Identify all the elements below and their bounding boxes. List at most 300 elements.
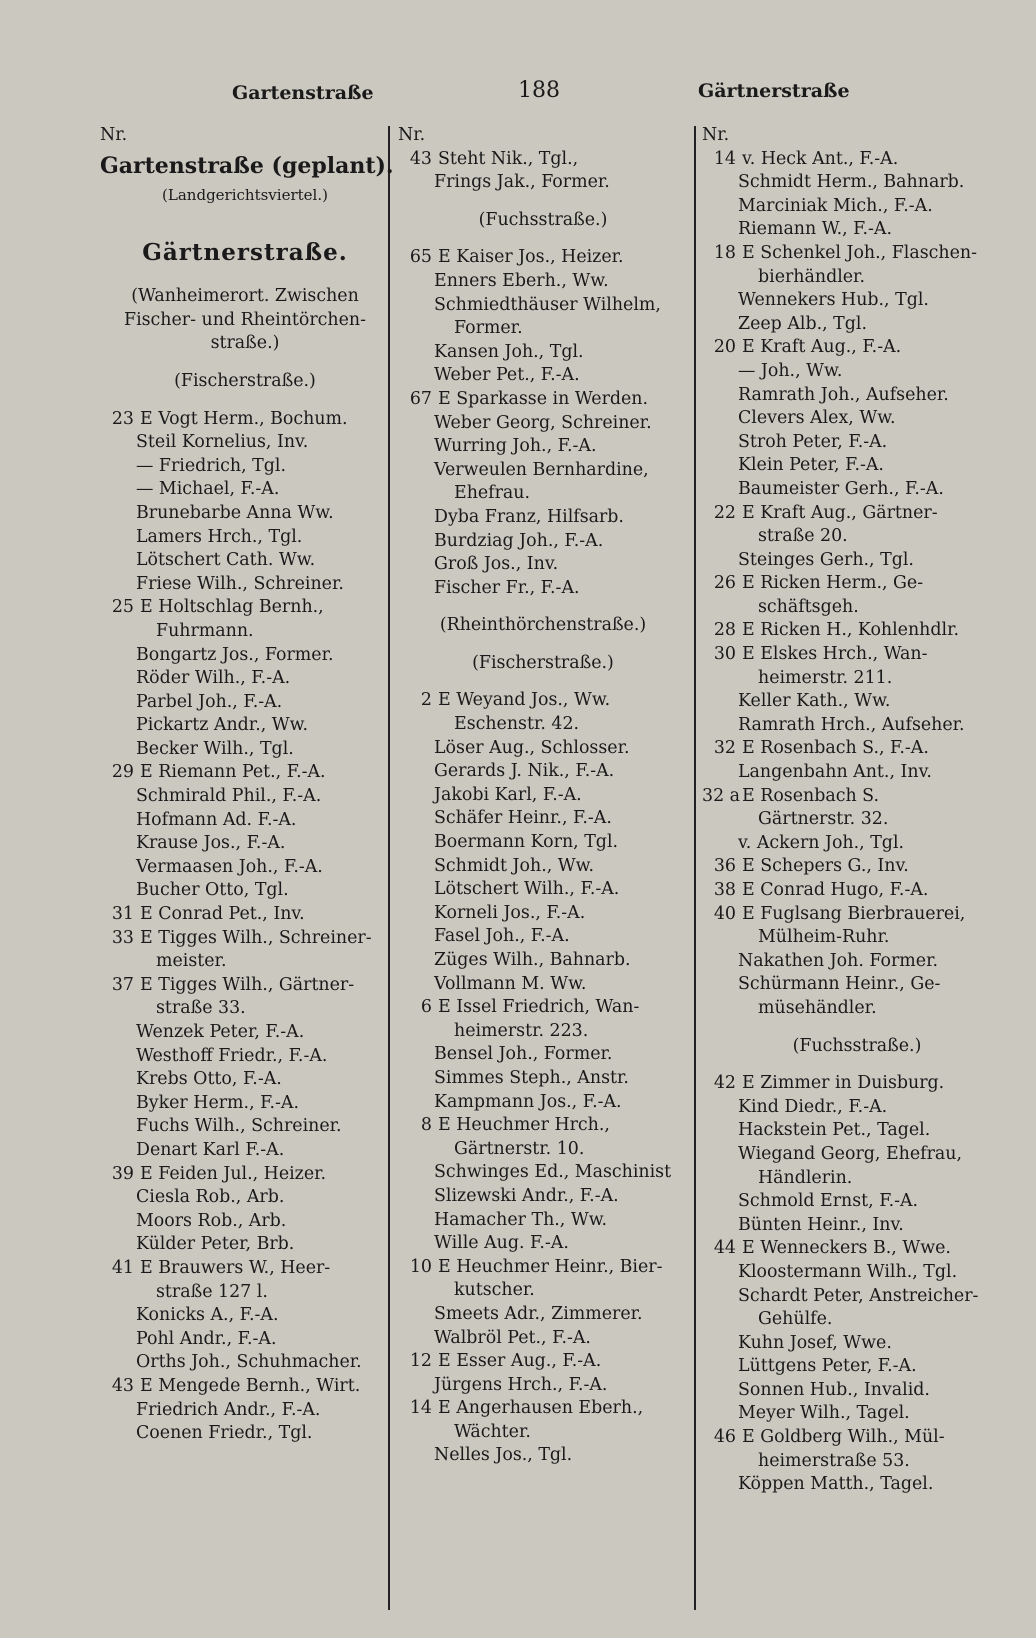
resident-entry [398, 1421, 688, 1445]
entry-text: E Goldberg Wilh., Mül- [742, 1427, 945, 1448]
resident-entry [398, 1279, 688, 1303]
entry-text: Walbröl Pet., F.-A. [434, 1327, 591, 1348]
resident-entry [100, 455, 390, 479]
entry-text: E Rosenbach S., F.-A. [742, 738, 929, 759]
entry-text: Former. [454, 318, 523, 339]
house-entry [702, 903, 1012, 927]
entry-text: Langenbahn Ant., Inv. [738, 762, 932, 783]
resident-entry [702, 124, 1012, 148]
entry-text: bierhändler. [758, 266, 865, 287]
house-number: 23 [111, 408, 134, 429]
entry-text: Köppen Matth., Tagel. [738, 1474, 934, 1495]
resident-entry [398, 1209, 688, 1233]
house-entry [100, 974, 390, 998]
resident-entry [100, 1045, 390, 1069]
house-number: 12 [409, 1351, 432, 1372]
resident-entry [100, 549, 390, 573]
entry-text: Konicks A., F.-A. [136, 1305, 279, 1326]
section-heading [100, 235, 390, 271]
resident-entry [702, 926, 1012, 950]
entry-text: Slizewski Andr., F.-A. [434, 1185, 619, 1206]
entry-text: Wille Aug. F.-A. [434, 1233, 569, 1254]
entry-text: Byker Herm., F.-A. [136, 1092, 299, 1113]
resident-entry [398, 1303, 688, 1327]
entry-text: Schmold Ernst, F.-A. [738, 1191, 919, 1212]
resident-entry [702, 667, 1012, 691]
entry-text: Kampmann Jos., F.-A. [434, 1091, 622, 1112]
entry-text: Löser Aug., Schlosser. [434, 737, 630, 758]
column-rule-right [694, 126, 696, 1610]
entry-text: Gärtnerstraße. [142, 239, 348, 267]
resident-entry [702, 997, 1012, 1021]
entry-text: Lötschert Cath. Ww. [136, 550, 316, 571]
resident-entry [398, 949, 688, 973]
entry-text: (Wanheimerort. Zwischen [131, 286, 359, 307]
resident-entry [702, 289, 1012, 313]
resident-entry [398, 553, 688, 577]
house-entry [702, 502, 1012, 526]
entry-text: Parbel Joh., F.-A. [136, 691, 283, 712]
entry-text: — Joh., Ww. [738, 360, 843, 381]
entry-text: E Zimmer in Duisburg. [742, 1073, 945, 1094]
resident-entry [100, 526, 390, 550]
column-left [100, 124, 394, 1446]
entry-text: (Fuchsstraße.) [792, 1035, 922, 1056]
entry-text: Coenen Friedr., Tgl. [136, 1423, 313, 1444]
entry-text: Kuhn Josef, Wwe. [738, 1332, 892, 1353]
house-entry [100, 927, 390, 951]
spacer [100, 394, 390, 408]
resident-entry [398, 1327, 688, 1351]
resident-entry [398, 577, 688, 601]
entry-text: Röder Wilh., F.-A. [136, 668, 291, 689]
entry-text: Wurring Joh., F.-A. [434, 436, 597, 457]
resident-entry [702, 525, 1012, 549]
resident-entry [398, 317, 688, 341]
house-number: 39 [111, 1163, 134, 1184]
section-heading [100, 285, 390, 309]
entry-text: Pohl Andr., F.-A. [136, 1328, 277, 1349]
entry-text: Becker Wilh., Tgl. [136, 738, 294, 759]
spacer [100, 207, 390, 235]
resident-entry [100, 879, 390, 903]
house-number: 36 [713, 856, 736, 877]
resident-entry [398, 831, 688, 855]
entry-text: meister. [156, 951, 227, 972]
resident-entry [100, 1304, 390, 1328]
house-number: 38 [713, 880, 736, 900]
resident-entry [398, 737, 688, 761]
entry-text: Weber Pet., F.-A. [434, 365, 580, 386]
resident-entry [702, 690, 1012, 714]
column-middle [398, 124, 688, 1468]
house-number: 40 [713, 903, 736, 924]
resident-entry [100, 1139, 390, 1163]
entry-text: Händlerin. [758, 1167, 853, 1188]
entry-text: straße 33. [156, 998, 246, 1019]
section-heading [398, 209, 688, 233]
resident-entry [702, 454, 1012, 478]
house-number: 8 [420, 1115, 432, 1136]
resident-entry [702, 1143, 1012, 1167]
entry-text: Nr. [100, 125, 128, 145]
resident-entry [100, 1233, 390, 1257]
entry-text: Klein Peter, F.-A. [738, 455, 884, 476]
house-entry [100, 903, 390, 927]
entry-text: Lamers Hrch., Tgl. [136, 526, 303, 547]
resident-entry [398, 459, 688, 483]
resident-entry [702, 1379, 1012, 1403]
entry-text: Lüttgens Peter, F.-A. [738, 1356, 917, 1377]
house-entry [702, 619, 1012, 643]
house-number: 26 [713, 573, 736, 594]
entry-text: Gerards J. Nik., F.-A. [434, 761, 615, 782]
entry-text: Bongartz Jos., Former. [136, 644, 334, 665]
resident-entry [100, 714, 390, 738]
house-number: 22 [713, 502, 736, 523]
entry-text: Nakathen Joh. Former. [738, 950, 939, 971]
entry-text: Kloostermann Wilh., Tgl. [738, 1261, 958, 1282]
house-entry [100, 1375, 390, 1399]
entry-text: (Fuchsstraße.) [478, 209, 608, 230]
entry-text: E Kaiser Jos., Heizer. [438, 247, 624, 268]
entry-text: Denart Karl F.-A. [136, 1139, 285, 1160]
entry-text: (Fischerstraße.) [174, 370, 316, 391]
house-entry [702, 1426, 1012, 1450]
entry-text: E Schepers G., Inv. [742, 856, 909, 877]
resident-entry [398, 1185, 688, 1209]
entry-text: heimerstr. 211. [758, 667, 893, 688]
resident-entry [100, 478, 390, 502]
entry-text: Wenzek Peter, F.-A. [136, 1022, 305, 1042]
spacer [100, 271, 390, 285]
entry-text: Fischer Fr., F.-A. [434, 577, 580, 598]
resident-entry [100, 1422, 390, 1446]
house-number: 20 [713, 337, 736, 358]
entry-text: Ramrath Hrch., Aufseher. [738, 714, 965, 735]
resident-entry [702, 596, 1012, 620]
resident-entry [702, 478, 1012, 502]
resident-entry [100, 1068, 390, 1092]
entry-text: Fischer- und Rheintörchen- [124, 309, 366, 330]
spacer [398, 638, 688, 652]
resident-entry [702, 832, 1012, 856]
entry-text: E Holtschlag Bernh., [140, 597, 324, 618]
entry-text: Ciesla Rob., Arb. [136, 1187, 285, 1208]
house-number: 46 [713, 1427, 736, 1448]
resident-entry [398, 1043, 688, 1067]
entry-text: Orths Joh., Schuhmacher. [136, 1352, 362, 1373]
entry-text: Schwinges Ed., Maschinist [434, 1162, 672, 1183]
section-heading [398, 652, 688, 676]
resident-entry [100, 1115, 390, 1139]
entry-text: Gehülfe. [758, 1309, 833, 1330]
entry-text: E Conrad Hugo, F.-A. [742, 880, 929, 900]
resident-entry [398, 925, 688, 949]
spacer [398, 232, 688, 246]
house-number: 42 [713, 1073, 736, 1094]
house-number: 18 [713, 242, 736, 263]
entry-text: E Schenkel Joh., Flaschen- [742, 242, 977, 263]
entry-text: Bensel Joh., Former. [434, 1044, 613, 1065]
section-heading [100, 370, 390, 394]
resident-entry [398, 1444, 688, 1468]
resident-entry [100, 1399, 390, 1423]
header-left-street: Gartenstraße [232, 82, 374, 104]
resident-entry [398, 412, 688, 436]
entry-text: Schmidt Joh., Ww. [434, 855, 595, 876]
house-entry [702, 855, 1012, 879]
house-entry [100, 1163, 390, 1187]
resident-entry [100, 644, 390, 668]
resident-entry [398, 902, 688, 926]
resident-entry [398, 530, 688, 554]
resident-entry [702, 431, 1012, 455]
entry-text: E Tigges Wilh., Gärtner- [140, 974, 355, 995]
entry-text: (Fischerstraße.) [472, 652, 614, 673]
resident-entry [100, 1210, 390, 1234]
entry-text: Krebs Otto, F.-A. [136, 1069, 282, 1090]
entry-text: Külder Peter, Brb. [136, 1234, 295, 1255]
house-number: 32 a [702, 785, 741, 806]
resident-entry [702, 384, 1012, 408]
house-entry [398, 1114, 688, 1138]
resident-entry [100, 620, 390, 644]
house-entry [100, 408, 390, 432]
resident-entry [702, 360, 1012, 384]
spacer [398, 675, 688, 689]
entry-text: Burdziag Joh., F.-A. [434, 530, 604, 551]
entry-text: E Kraft Aug., F.-A. [742, 337, 902, 358]
section-heading [398, 614, 688, 638]
entry-text: E Rosenbach S. [742, 785, 879, 806]
house-number: 44 [713, 1238, 736, 1259]
entry-text: Simmes Steph., Anstr. [434, 1067, 629, 1088]
section-heading [100, 184, 390, 208]
spacer [702, 1058, 1012, 1072]
entry-text: Nr. [398, 125, 426, 145]
resident-entry [100, 738, 390, 762]
resident-entry [702, 266, 1012, 290]
house-entry [398, 1397, 688, 1421]
entry-text: Fuchs Wilh., Schreiner. [136, 1116, 342, 1137]
house-number: 32 [713, 738, 736, 759]
resident-entry [100, 809, 390, 833]
resident-entry [100, 785, 390, 809]
resident-entry [100, 148, 394, 184]
entry-text: Eschenstr. 42. [454, 714, 580, 735]
resident-entry [100, 691, 390, 715]
resident-entry [100, 997, 390, 1021]
entry-text: E Ricken Herm., Ge- [742, 573, 924, 594]
entry-text: E Ricken H., Kohlenhdlr. [742, 620, 959, 641]
resident-entry [398, 807, 688, 831]
resident-entry [398, 294, 688, 318]
entry-text: Wennekers Hub., Tgl. [738, 290, 929, 311]
resident-entry [398, 1020, 688, 1044]
entry-text: müsehändler. [758, 997, 877, 1018]
entry-text: Fuhrmann. [156, 620, 254, 641]
resident-entry [398, 270, 688, 294]
entry-text: — Michael, F.-A. [136, 479, 280, 500]
entry-text: E Sparkasse in Werden. [438, 388, 649, 409]
house-number: 10 [409, 1256, 432, 1277]
section-heading [100, 332, 390, 356]
resident-entry [398, 506, 688, 530]
resident-entry [398, 713, 688, 737]
entry-text: (Rheinthörchenstraße.) [439, 615, 647, 636]
entry-text: Stroh Peter, F.-A. [738, 431, 888, 452]
house-entry [702, 336, 1012, 360]
house-number: 30 [713, 644, 736, 665]
resident-entry [702, 1402, 1012, 1426]
house-entry [702, 737, 1012, 761]
resident-entry [398, 435, 688, 459]
resident-entry [398, 1138, 688, 1162]
house-entry [398, 1350, 688, 1374]
entry-text: Bünten Heinr., Inv. [738, 1214, 904, 1235]
entry-text: Mülheim-Ruhr. [758, 927, 890, 948]
resident-entry [702, 973, 1012, 997]
resident-entry [702, 761, 1012, 785]
resident-entry [398, 1161, 688, 1185]
entry-text: Wächter. [454, 1421, 531, 1442]
resident-entry [398, 1091, 688, 1115]
entry-text: — Friedrich, Tgl. [136, 455, 286, 476]
entry-text: Hackstein Pet., Tagel. [738, 1120, 931, 1141]
entry-text: (Landgerichtsviertel.) [162, 185, 328, 204]
entry-text: E Mengede Bernh., Wirt. [140, 1375, 361, 1396]
entry-text: Gärtnerstr. 10. [454, 1138, 585, 1159]
house-number: 43 [409, 148, 432, 169]
entry-text: Krause Jos., F.-A. [136, 833, 286, 854]
resident-entry [100, 1092, 390, 1116]
entry-text: Steht Nik., Tgl., [438, 148, 579, 169]
house-number: 14 [713, 148, 736, 169]
entry-text: Vollmann M. Ww. [434, 973, 587, 994]
resident-entry [398, 124, 688, 148]
house-entry [702, 148, 1012, 172]
resident-entry [100, 1186, 390, 1210]
resident-entry [100, 431, 390, 455]
entry-text: Fasel Joh., F.-A. [434, 926, 570, 947]
entry-text: E Fuglsang Bierbrauerei, [742, 903, 966, 924]
resident-entry [100, 124, 390, 148]
resident-entry [100, 667, 390, 691]
house-number: 31 [111, 904, 134, 925]
entry-text: Ehefrau. [454, 483, 531, 504]
resident-entry [398, 855, 688, 879]
entry-text: heimerstr. 223. [454, 1020, 589, 1041]
entry-text: Friese Wilh., Schreiner. [136, 573, 344, 594]
entry-text: Meyer Wilh., Tagel. [738, 1403, 910, 1424]
resident-entry [702, 808, 1012, 832]
resident-entry [398, 1232, 688, 1256]
entry-text: v. Heck Ant., F.-A. [742, 148, 899, 169]
resident-entry [100, 1351, 390, 1375]
house-entry [100, 596, 390, 620]
entry-text: Kansen Joh., Tgl. [434, 341, 584, 362]
house-entry [702, 643, 1012, 667]
resident-entry [702, 1332, 1012, 1356]
entry-text: E Tigges Wilh., Schreiner- [140, 927, 372, 948]
section-heading [100, 309, 390, 333]
house-entry [702, 572, 1012, 596]
entry-text: Schmidt Herm., Bahnarb. [738, 172, 965, 193]
entry-text: E Issel Friedrich, Wan- [438, 997, 640, 1018]
spacer [398, 600, 688, 614]
entry-text: Sonnen Hub., Invalid. [738, 1379, 930, 1400]
resident-entry [702, 218, 1012, 242]
entry-text: Marciniak Mich., F.-A. [738, 195, 933, 216]
house-number: 65 [409, 247, 432, 268]
resident-entry [702, 1190, 1012, 1214]
entry-text: Hofmann Ad. F.-A. [136, 809, 297, 830]
house-entry [702, 1072, 1012, 1096]
entry-text: E Esser Aug., F.-A. [438, 1351, 602, 1372]
resident-entry [100, 1021, 390, 1045]
resident-entry [100, 856, 390, 880]
entry-text: Gärtnerstr. 32. [758, 809, 889, 830]
page-number: 188 [518, 78, 560, 103]
entry-text: Boermann Korn, Tgl. [434, 832, 619, 853]
entry-text: Nr. [702, 125, 730, 145]
entry-text: Jakobi Karl, F.-A. [434, 784, 582, 805]
house-number: 2 [420, 690, 432, 711]
house-entry [398, 246, 688, 270]
resident-entry [702, 1473, 1012, 1497]
resident-entry [702, 313, 1012, 337]
entry-text: Korneli Jos., F.-A. [434, 902, 586, 923]
resident-entry [100, 832, 390, 856]
entry-text: E Conrad Pet., Inv. [140, 904, 305, 925]
resident-entry [702, 1308, 1012, 1332]
entry-text: Riemann W., F.-A. [738, 219, 892, 240]
house-entry [398, 148, 688, 172]
resident-entry [702, 171, 1012, 195]
entry-text: straße 20. [758, 526, 848, 547]
spacer [702, 1021, 1012, 1035]
spacer [100, 356, 390, 370]
resident-entry [398, 341, 688, 365]
resident-entry [702, 1119, 1012, 1143]
entry-text: E Elskes Hrch., Wan- [742, 644, 928, 665]
entry-text: v. Ackern Joh., Tgl. [738, 832, 905, 853]
entry-text: E Weyand Jos., Ww. [438, 690, 611, 711]
entry-text: schäftsgeh. [758, 596, 859, 617]
entry-text: Hamacher Th., Ww. [434, 1209, 608, 1230]
house-number: 6 [420, 997, 432, 1018]
entry-text: Züges Wilh., Bahnarb. [434, 950, 631, 970]
resident-entry [702, 950, 1012, 974]
house-number: 37 [111, 974, 134, 995]
house-entry [398, 388, 688, 412]
entry-text: E Brauwers W., Heer- [140, 1257, 331, 1278]
entry-text: Groß Jos., Inv. [434, 554, 559, 575]
entry-text: Moors Rob., Arb. [136, 1210, 287, 1231]
house-entry [702, 1237, 1012, 1261]
entry-text: Steil Kornelius, Inv. [136, 432, 309, 453]
entry-text: Ramrath Joh., Aufseher. [738, 384, 949, 405]
entry-text: E Riemann Pet., F.-A. [140, 762, 326, 783]
resident-entry [100, 1281, 390, 1305]
entry-text: Gartenstraße (geplant). [100, 152, 394, 179]
entry-text: straße.) [210, 333, 280, 354]
house-entry [398, 1256, 688, 1280]
entry-text: Zeep Alb., Tgl. [738, 313, 867, 334]
resident-entry [702, 1096, 1012, 1120]
resident-entry [398, 1374, 688, 1398]
